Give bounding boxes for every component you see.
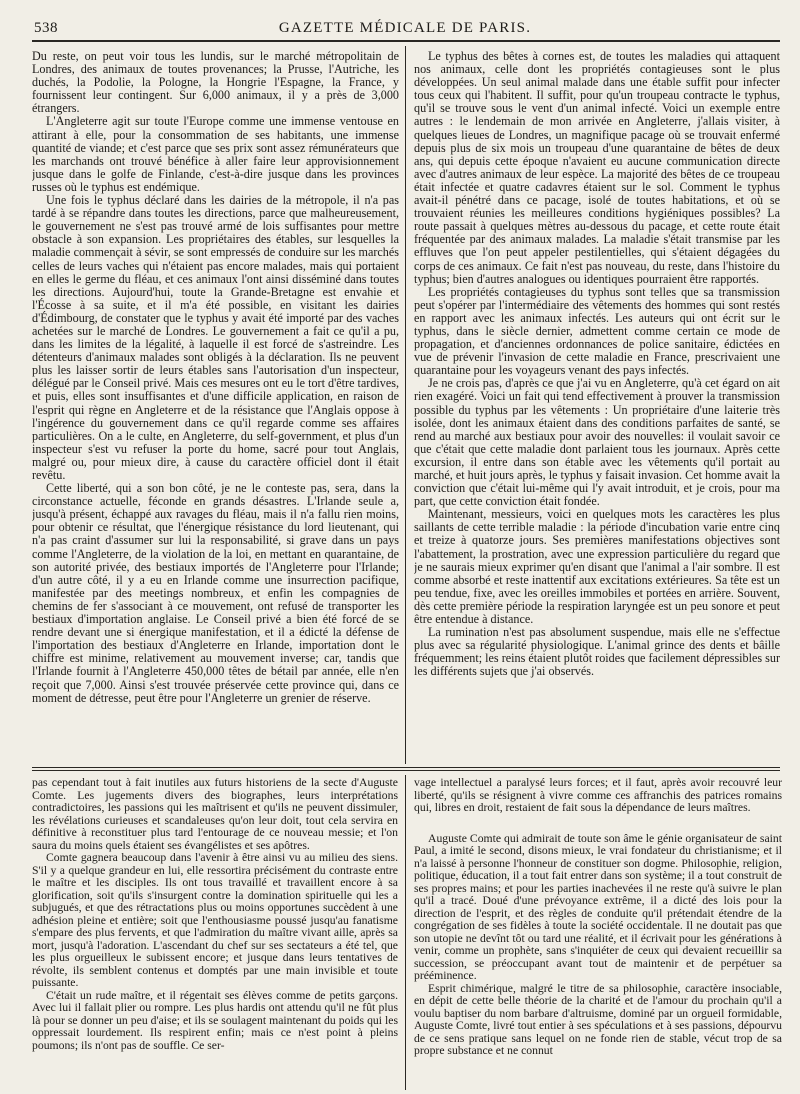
article-paragraph: Maintenant, messieurs, voici en quelques mots les caractères les plus saillants de cette terrible maladie : la période d'incubation varie entre cinq et treize à quatorze jours. Ses premières manifestations objectives sont l'abattement, la prostration, avec une expression particulière du regard que je ne saurais mieux exprimer qu'en disant que l'animal a l'air sombre. Il est comme absorbé et reste inattentif aux excitations extérieures. Sa tête est un peu tendue, fixe, avec les oreilles immobiles et portées en arrière. Souvent, dès cette première période la respiration laryngée est un peu sonore et peut être entendue à distance.: [414, 507, 780, 627]
section-rule: [32, 767, 780, 768]
feuilleton-paragraph: pas cependant tout à fait inutiles aux futurs historiens de la secte d'Auguste Comte. Les jugements divers des biographes, leurs interprétations contradictoires, les passions qui les maîtrisent et qu'ils ne peuvent dissimuler, les révélations curieuses et scandaleuses qu'on leur doit, tout cela servira en définitive à reconstituer plus tard l'entourage de ce nouveau messie; et l'on saura du moins quels étaient ses évangélistes et ses apôtres.: [32, 777, 398, 852]
feuilleton-paragraph: Esprit chimérique, malgré le titre de sa philosophie, caractère insociable, en dépit de cette belle théorie de la charité et de l'amour du prochain qu'il a voulu baptiser du nom barbare d'altruisme, dominé par un orgueil formidable, Auguste Comte, livré tout entier à ses spéculations et à ses passions, dépourvu de ce sens pratique sans lequel on ne fonde rien de stable, vécut trop de sa propre substance et ne connut: [414, 981, 782, 1057]
feuilleton-paragraph: Auguste Comte qui admirait de toute son âme le génie organisateur de saint Paul, a imité le second, disons mieux, le vrai fondateur du christianisme; et il n'a laissé à personne l'honneur de constituer son dogme. Philosophie, religion, politique, éducation, il a tout fait entrer dans son système; il a tout construit de ses propres mains; et pour les parties inachevées il ne reste qu'à suivre le plan qu'il a tracé. Doué d'une prévoyance extrême, il a dicté des lois pour la direction de l'esprit, et des règles de conduite qu'il prétendait étendre de la congrégation de ses fidèles à toute la société occidentale. Il ne doutait pas que son utopie ne devînt tôt ou tard une réalité, et il écrivait pour les générations à venir, comme un prophète, sans s'inquiéter de ceux qui devaient recueillir sa succession, se préoccupant avant tout de maintenir et de perpétuer sa prééminence.: [414, 831, 782, 982]
article-left-column: [32, 50, 399, 760]
article-right-column: [414, 50, 780, 760]
article-paragraph: Une fois le typhus déclaré dans les dairies de la métropole, il n'a pas tardé à se répandre dans toutes les directions, parce que malheureusement, le gouvernement ne s'est pas trouvé armé de lois suffisantes pour mettre obstacle à son expansion. Les propriétaires des étables, sur lesquelles la maladie commençait à sévir, se sont empressés de conduire sur les marchés celles de leurs vaches qui n'étaient pas encore malades, mais qui portaient en elles le germe du fléau, et ces animaux l'ont ainsi disséminé dans toutes les directions. Aujourd'hui, toute la Grande-Bretagne est envahie et l'Écosse à sa suite, et il m'a été possible, en visitant les dairies d'Édimbourg, de constater que le typhus y avait été importé par des vaches achetées sur le marché de Londres. Le gouvernement a fait ce qu'il a pu, dans les limites de la légalité, à laquelle il est forcé de s'astreindre. Les détenteurs d'animaux malades sont obligés à la déclaration. Ils ne peuvent plus les laisser sortir de leurs étables sans l'autorisation d'un inspecteur, délégué par le Conseil privé. Mais ces mesures ont eu le tort d'être tardives, et puis, elles sont insuffisantes et d'une difficile application, en raison de l'esprit qui règne en Angleterre et de la résistance que l'Anglais oppose à l'ingérence du gouvernement dans ce qu'il regarde comme ses affaires particulières. On a le culte, en Angleterre, du self-government, et plus d'un inspecteur s'est vu refuser la porte du home, sacré pour tout Anglais, malgré ou, pour mieux dire, à cause du caractère officiel dont il était revêtu.: [32, 193, 399, 482]
feuilleton-paragraph: Comte gagnera beaucoup dans l'avenir à être ainsi vu au milieu des siens. S'il y a quelque grandeur en lui, elle ressortira précisément du contraste entre le maître et les disciples. Ils ont tous travaillé et travaillent encore à sa glorification, soit qu'ils s'insurgent contre la domination spirituelle qui les a subjugués, et que des rétractations plus ou moins opportunes succèdent à une adhésion pleine et entière; soit que l'enthousiasme poussé jusqu'au fanatisme s'empare des plus fervents, et que l'admiration du maître vivant aille, après sa mort, jusqu'à l'adoration. L'ascendant du chef sur ses sectateurs a été tel, que les plus orgueilleux le subissent encore; et jusque dans leurs tentatives de révolte, ils semblent contenus et domptés par une main invisible et toute puissante.: [32, 851, 398, 989]
feuilleton-left-column: [32, 777, 398, 1089]
header-rule: [32, 40, 780, 42]
page-header: [34, 18, 776, 38]
article-paragraph: Cette liberté, qui a son bon côté, je ne le conteste pas, sera, dans la circonstance actuelle, féconde en grands désastres. L'Irlande seule a, jusqu'à présent, échappé aux ravages du fléau, mais il n'a fallu rien moins, pour obtenir ce résultat, que l'énergique résistance du lord lieutenant, qui n'a pas craint d'assumer sur lui la responsabilité, si grave dans un pays comme l'Angleterre, de la violation de la loi, en mettant en quarantaine, de son autorité privée, des bestiaux importés de l'Angleterre pour l'Irlande; d'un autre côté, il y a eu en Irlande comme une insurrection pacifique, manifestée par des meetings nombreux, et enfin les compagnies de chemins de fer s'associant à ce mouvement, ont refusé de transporter les bestiaux d'importation anglaise. Le Conseil privé a bien été forcé de se rendre devant une si énergique manifestation, et il a édicté la défense de l'importation des bestiaux d'Angleterre en Irlande, importation dont le chiffre est minime, relativement au mouvement inverse; car, tandis que l'Irlande fournit à l'Angleterre 450,000 têtes de bétail par année, elle n'en reçoit que 7,000. Ainsi s'est trouvée préservée cette province qui, dans ce moment de détresse, peut être pour l'Angleterre un grenier de réserve.: [32, 481, 399, 705]
section-rule-second: [32, 770, 780, 771]
article-paragraph: Les propriétés contagieuses du typhus sont telles que sa transmission peut s'opérer par l'intermédiaire des vêtements des hommes qui sont restés en rapport avec les animaux infectés. Les auteurs qui ont écrit sur le typhus, dans le siècle dernier, admettent comme certain ce mode de propagation, et d'anciennes ordonnances de police sanitaire, édictées en vue de prévenir l'invasion de cette maladie en France, prescrivaient une quarantaine pour les voyageurs venant des pays infectés.: [414, 284, 780, 378]
feuilleton-right-column: [414, 777, 782, 1089]
article-paragraph: Le typhus des bêtes à cornes est, de toutes les maladies qui attaquent nos animaux, celle dont les propriétés contagieuses sont le plus développées. Un seul animal malade dans une étable suffit pour infecter tous ceux qui l'habitent. Il suffit, pour qu'un troupeau contracte le typhus, qu'il se trouve sous le vent d'un animal infecté. Voici un exemple entre autres : le lendemain de mon arrivée en Angleterre, j'allais visiter, à quelques lieues de Londres, un magnifique pacage où se trouvait enfermé depuis plus de six mois un troupeau d'une quarantaine de bêtes de deux ans, qui depuis cette époque n'avaient eu aucune communication directe avec d'autres animaux de leur espèce. La majorité des bêtes de ce troupeau était infectée et quatre cadavres étaient sur le sol. Comment le typhus avait-il pénétré dans ce pacage, isolé de toutes habitations, et où se trouvaient réunies les meilleures conditions hygiéniques possibles? La route passait à quelques mètres au-dessous du pacage, et cette route était fréquentée par des animaux malades. La maladie s'était transmise par les effluves que l'on peut appeler pestilentielles, qui s'étaient dégagées du corps de ces animaux. Ce fait n'est pas nouveau, du reste, dans l'histoire du typhus; bien d'autres analogues ou identiques pourraient être rapportés.: [414, 50, 780, 286]
feuilleton-paragraph: C'était un rude maître, et il régentait ses élèves comme de petits garçons. Avec lui il fallait plier ou rompre. Les plus hardis ont attendu qu'il ne fût plus là pour se donner un peu d'aise; et ils se soulagent maintenant du poids qui les oppressait lourdement. Ils respirent enfin; mais ce n'est point à pleins poumons; ils n'ont pas de souffle. Ce ser-: [32, 988, 398, 1052]
feuilleton-paragraph: vage intellectuel a paralysé leurs forces; et il faut, après avoir recouvré leur liberté, qu'ils se résignent à vivre comme ces affranchis des patrices romains qui, libres en droit, restaient de fait sous la dépendance de leurs maîtres.: [414, 777, 782, 814]
journal-title: GAZETTE MÉDICALE DE PARIS.: [278, 20, 532, 36]
article-paragraph: La rumination n'est pas absolument suspendue, mais elle ne s'effectue plus avec sa régularité physiologique. L'animal grince des dents et bâille fréquemment; les reins étaient plutôt roides que facilement dépressibles sur les différents sujets que j'ai observés.: [414, 625, 780, 679]
article-paragraph: Du reste, on peut voir tous les lundis, sur le marché métropolitain de Londres, des animaux de toutes provenances; la Prusse, l'Autriche, les duchés, la Podolie, la Pologne, la Hongrie l'Espagne, la France, y fournissent leur contingent. Sur 6,000 animaux, il y a près de 3,000 étrangers.: [32, 50, 399, 116]
column-divider-top: [405, 46, 406, 764]
article-paragraph: Je ne crois pas, d'après ce que j'ai vu en Angleterre, qu'à cet égard on ait rien exagéré. Voici un fait qui tend effectivement à prouver la transmission possible du typhus par les vêtements : Un propriétaire d'une laiterie très isolée, dont les animaux étaient dans des conditions parfaites de santé, se rend au marché aux bestiaux pour avoir des nouvelles: il voulait savoir ce que c'était que cette maladie dont parlaient tous les journaux. Après cette excursion, il entre dans son étable avec les vêtements qu'il portait au marché, et huit jours après, le typhus y faisait invasion. Cet homme avait la conviction que c'était lui-même qui l'y avait introduit, et je crois, pour ma part, que cette conviction était fondée.: [414, 376, 780, 509]
page-number: 538: [34, 20, 58, 36]
article-paragraph: L'Angleterre agit sur toute l'Europe comme une immense ventouse en attirant à elle, pour la consommation de ses habitants, une immense quantité de viande; et c'est parce que ses prix sont assez rémunérateurs que les marchands ont trouvé bénéfice à aller faire leur approvisionnement jusque dans le golfe de Finlande, c'est-à-dire jusque dans les provinces russes où le typhus est endémique.: [32, 114, 399, 194]
column-divider-bottom: [405, 775, 406, 1090]
